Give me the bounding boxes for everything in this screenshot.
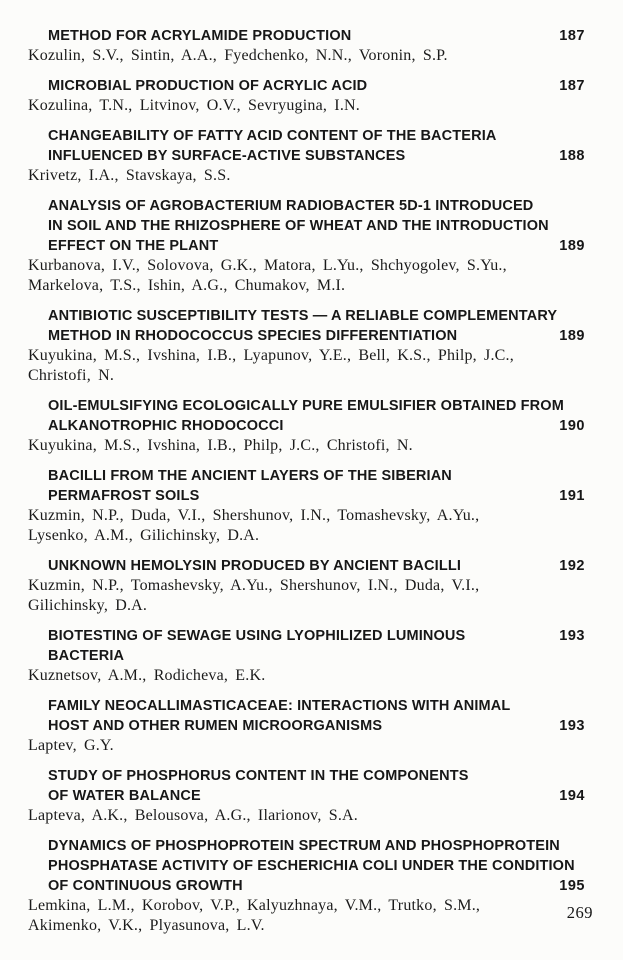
entry-title-line: PERMAFROST SOILS: [48, 488, 200, 504]
toc-entry: [28, 836, 585, 936]
entry-title-row: [48, 326, 585, 346]
author-line: Kurbanova, I.V., Solovova, G.K., Matora, L.Yu., Shchyogolev, S.Yu.,: [28, 257, 507, 274]
entry-title-line: UNKNOWN HEMOLYSIN PRODUCED BY ANCIENT BACILLI: [48, 558, 462, 574]
author-line: Kuyukina, M.S., Ivshina, I.B., Lyapunov, Y.E., Bell, K.S., Philp, J.C.,: [28, 347, 514, 364]
toc-entry: [28, 76, 585, 116]
author-line: Kozulina, T.N., Litvinov, O.V., Sevryugina, I.N.: [28, 97, 360, 114]
entry-title-line: CHANGEABILITY OF FATTY ACID CONTENT OF THE BACTERIA: [48, 128, 497, 144]
entry-title-row: [48, 876, 585, 896]
author-line: Lemkina, L.M., Korobov, V.P., Kalyuzhnaya, V.M., Trutko, S.M.,: [28, 897, 481, 914]
entry-title-row: [48, 556, 585, 576]
author-line: Kuzmin, N.P., Tomashevsky, A.Yu., Shershunov, I.N., Duda, V.I.,: [28, 577, 480, 594]
entry-title-line: PHOSPHATASE ACTIVITY OF ESCHERICHIA COLI UNDER THE CONDITION: [48, 858, 575, 874]
toc-entry: [28, 26, 585, 66]
toc-entry: [28, 396, 585, 456]
entry-authors: [28, 666, 585, 686]
toc-entry: [28, 626, 585, 686]
entry-title: [48, 76, 585, 96]
entry-title-line: DYNAMICS OF PHOSPHOPROTEIN SPECTRUM AND PHOSPHOPROTEIN: [48, 838, 560, 854]
entry-title-line: IN SOIL AND THE RHIZOSPHERE OF WHEAT AND THE INTRODUCTION: [48, 218, 549, 234]
folio-page-number: 269: [566, 903, 593, 922]
entry-page-number: 193: [559, 628, 585, 644]
entry-authors: [28, 806, 585, 826]
entry-title: [48, 836, 585, 896]
entry-title-row: [48, 146, 585, 166]
entry-page-number: 192: [559, 558, 585, 574]
author-line: Kozulin, S.V., Sintin, A.A., Fyedchenko, N.N., Voronin, S.P.: [28, 47, 448, 64]
toc-entry: [28, 306, 585, 386]
entry-title-line: MICROBIAL PRODUCTION OF ACRYLIC ACID: [48, 78, 368, 94]
entry-title: [48, 466, 585, 506]
toc-entry: [28, 196, 585, 296]
author-line: Kuyukina, M.S., Ivshina, I.B., Philp, J.C., Christofi, N.: [28, 437, 413, 454]
entry-page-number: 195: [559, 878, 585, 894]
toc-entry: [28, 696, 585, 756]
entry-page-number: 189: [559, 238, 585, 254]
entry-page-number: 187: [559, 78, 585, 94]
entry-title-row: [48, 26, 585, 46]
entry-title-row: [48, 416, 585, 436]
toc-entry: [28, 556, 585, 616]
entry-page-number: 191: [559, 488, 585, 504]
entry-authors: [28, 346, 585, 386]
entry-title-row: [48, 486, 585, 506]
entry-title-line: INFLUENCED BY SURFACE-ACTIVE SUBSTANCES: [48, 148, 406, 164]
entry-title-row: [48, 786, 585, 806]
entry-title: [48, 696, 585, 736]
entry-title-row: [48, 76, 585, 96]
entry-title-line: OF WATER BALANCE: [48, 788, 201, 804]
entry-title-line: ALKANOTROPHIC RHODOCOCCI: [48, 418, 284, 434]
author-line: Lapteva, A.K., Belousova, A.G., Ilarionov, S.A.: [28, 807, 358, 824]
entry-page-number: 187: [559, 28, 585, 44]
entry-title: [48, 626, 585, 666]
entry-authors: [28, 576, 585, 616]
entry-title-row: [48, 626, 585, 666]
entry-authors: [28, 896, 585, 936]
entry-title: [48, 396, 585, 436]
entry-title-row: [48, 236, 585, 256]
entry-title-line: ANALYSIS OF AGROBACTERIUM RADIOBACTER 5D-1 INTRODUCED: [48, 198, 534, 214]
author-line: Kuznetsov, A.M., Rodicheva, E.K.: [28, 667, 266, 684]
entry-title: [48, 126, 585, 166]
author-line: Akimenko, V.K., Plyasunova, L.V.: [28, 917, 265, 934]
entry-title: [48, 306, 585, 346]
entry-authors: [28, 166, 585, 186]
entry-authors: [28, 436, 585, 456]
toc-entry: [28, 766, 585, 826]
author-line: Laptev, G.Y.: [28, 737, 114, 754]
entry-title-line: OIL-EMULSIFYING ECOLOGICALLY PURE EMULSIFIER OBTAINED FROM: [48, 398, 564, 414]
entry-title-line: STUDY OF PHOSPHORUS CONTENT IN THE COMPONENTS: [48, 768, 469, 784]
entry-title: [48, 196, 585, 256]
entry-authors: [28, 256, 585, 296]
entry-title-line: OF CONTINUOUS GROWTH: [48, 878, 243, 894]
author-line: Markelova, T.S., Ishin, A.G., Chumakov, M.I.: [28, 277, 346, 294]
author-line: Krivetz, I.A., Stavskaya, S.S.: [28, 167, 231, 184]
entry-authors: [28, 736, 585, 756]
entry-page-number: 189: [559, 328, 585, 344]
toc-entry-list: [28, 26, 585, 946]
toc-entry: [28, 126, 585, 186]
author-line: Gilichinsky, D.A.: [28, 597, 148, 614]
entry-page-number: 190: [559, 418, 585, 434]
author-line: Lysenko, A.M., Gilichinsky, D.A.: [28, 527, 260, 544]
entry-authors: [28, 96, 585, 116]
entry-title-line: METHOD IN RHODOCOCCUS SPECIES DIFFERENTIATION: [48, 328, 458, 344]
entry-page-number: 188: [559, 148, 585, 164]
entry-title: [48, 766, 585, 806]
entry-page-number: 193: [559, 718, 585, 734]
entry-authors: [28, 46, 585, 66]
entry-title-line: FAMILY NEOCALLIMASTICACEAE: INTERACTIONS WITH ANIMAL: [48, 698, 511, 714]
author-line: Christofi, N.: [28, 367, 115, 384]
entry-authors: [28, 506, 585, 546]
entry-page-number: 194: [559, 788, 585, 804]
entry-title: [48, 556, 585, 576]
entry-title-row: [48, 716, 585, 736]
entry-title: [48, 26, 585, 46]
toc-entry: [28, 466, 585, 546]
entry-title-line: BIOTESTING OF SEWAGE USING LYOPHILIZED LUMINOUS BACTERIA: [48, 628, 466, 664]
entry-title-line: BACILLI FROM THE ANCIENT LAYERS OF THE SIBERIAN: [48, 468, 452, 484]
entry-title-line: EFFECT ON THE PLANT: [48, 238, 219, 254]
author-line: Kuzmin, N.P., Duda, V.I., Shershunov, I.N., Tomashevsky, A.Yu.,: [28, 507, 480, 524]
entry-title-line: METHOD FOR ACRYLAMIDE PRODUCTION: [48, 28, 352, 44]
entry-title-line: ANTIBIOTIC SUSCEPTIBILITY TESTS — A RELIABLE COMPLEMENTARY: [48, 308, 558, 324]
entry-title-line: HOST AND OTHER RUMEN MICROORGANISMS: [48, 718, 383, 734]
